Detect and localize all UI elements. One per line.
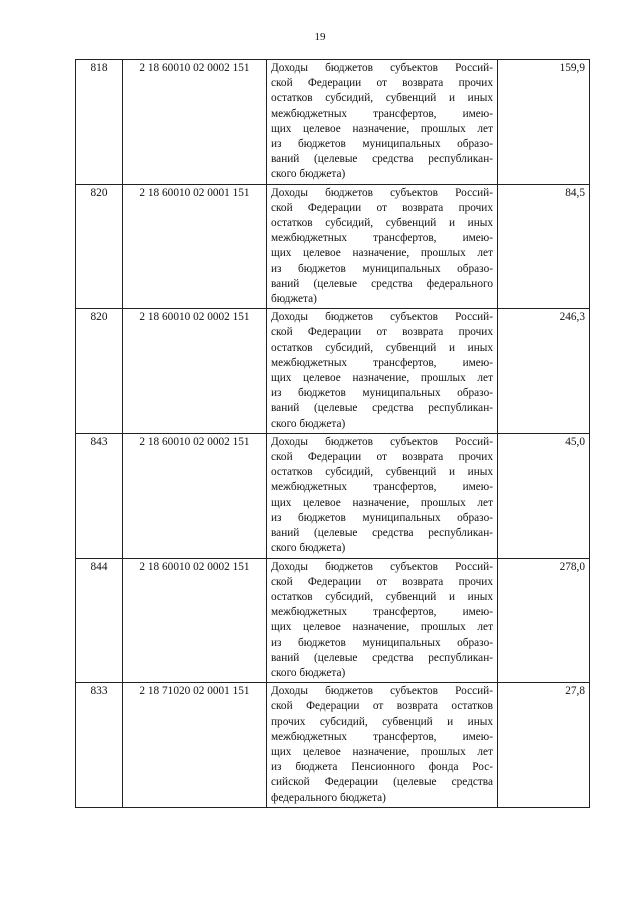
budget-table [75, 59, 590, 808]
description-line: остатков субсидий, субвенций и иных [271, 341, 493, 354]
amount-cell: 27,8 [498, 683, 590, 808]
description-line: щих целевое назначение, прошлых лет [271, 621, 493, 634]
description-line: щих целевое назначение, прошлых лет [271, 372, 493, 385]
description-line: ской Федерации от возврата прочих [271, 575, 493, 588]
description-line: ваний (целевые средства федерального [271, 277, 493, 290]
classification-code-cell: 2 18 71020 02 0001 151 [123, 683, 267, 808]
description-cell [267, 184, 498, 309]
budget-table-body [76, 60, 590, 808]
admin-code-cell: 844 [76, 558, 123, 683]
description-line: сийской Федерации (целевые средства [271, 776, 493, 789]
description-line: остатков субсидий, субвенций и иных [271, 590, 493, 603]
description-line: межбюджетных трансфертов, имею- [271, 232, 493, 245]
classification-code-cell: 2 18 60010 02 0002 151 [123, 309, 267, 434]
classification-code-cell: 2 18 60010 02 0002 151 [123, 60, 267, 185]
description-line: из бюджетов муниципальных образо- [271, 636, 493, 649]
description-line: из бюджетов муниципальных образо- [271, 262, 493, 275]
amount-cell: 45,0 [498, 433, 590, 558]
description-line: щих целевое назначение, прошлых лет [271, 247, 493, 260]
amount-cell: 278,0 [498, 558, 590, 683]
description-line: щих целевое назначение, прошлых лет [271, 745, 493, 758]
table-row [76, 558, 590, 683]
description-line: ваний (целевые средства республикан- [271, 651, 493, 664]
admin-code-cell: 818 [76, 60, 123, 185]
description-line: из бюджета Пенсионного фонда Рос- [271, 761, 493, 774]
description-line: федерального бюджета) [271, 791, 386, 804]
table-row [76, 309, 590, 434]
admin-code-cell: 843 [76, 433, 123, 558]
classification-code-cell: 2 18 60010 02 0001 151 [123, 184, 267, 309]
description-line: Доходы бюджетов субъектов Россий- [271, 311, 493, 324]
description-line: межбюджетных трансфертов, имею- [271, 481, 493, 494]
description-line: Доходы бюджетов субъектов Россий- [271, 685, 493, 698]
admin-code-cell: 820 [76, 184, 123, 309]
table-row [76, 184, 590, 309]
description-line: остатков субсидий, субвенций и иных [271, 466, 493, 479]
description-line: ского бюджета) [271, 417, 346, 430]
description-line: ского бюджета) [271, 666, 346, 679]
description-line: щих целевое назначение, прошлых лет [271, 496, 493, 509]
description-line: Доходы бюджетов субъектов Россий- [271, 186, 493, 199]
admin-code-cell: 820 [76, 309, 123, 434]
description-cell [267, 683, 498, 808]
admin-code-cell: 833 [76, 683, 123, 808]
description-line: ского бюджета) [271, 168, 346, 181]
description-line: Доходы бюджетов субъектов Россий- [271, 560, 493, 573]
description-cell [267, 558, 498, 683]
description-line: ской Федерации от возврата остатков [271, 700, 493, 713]
description-line: межбюджетных трансфертов, имею- [271, 356, 493, 369]
description-line: межбюджетных трансфертов, имею- [271, 107, 493, 120]
description-cell [267, 433, 498, 558]
description-line: остатков субсидий, субвенций и иных [271, 217, 493, 230]
table-row [76, 433, 590, 558]
table-row [76, 60, 590, 185]
description-line: бюджета) [271, 293, 317, 306]
description-line: из бюджетов муниципальных образо- [271, 387, 493, 400]
description-line: из бюджетов муниципальных образо- [271, 511, 493, 524]
description-line: ской Федерации от возврата прочих [271, 326, 493, 339]
description-line: ваний (целевые средства республикан- [271, 153, 493, 166]
page-number: 19 [314, 31, 326, 43]
description-line: ской Федерации от возврата прочих [271, 77, 493, 90]
description-line: ской Федерации от возврата прочих [271, 201, 493, 214]
description-cell [267, 60, 498, 185]
description-line: ской Федерации от возврата прочих [271, 451, 493, 464]
classification-code-cell: 2 18 60010 02 0002 151 [123, 558, 267, 683]
description-line: ского бюджета) [271, 542, 346, 555]
description-line: ваний (целевые средства республикан- [271, 402, 493, 415]
description-line: Доходы бюджетов субъектов Россий- [271, 435, 493, 448]
table-row [76, 683, 590, 808]
description-line: Доходы бюджетов субъектов Россий- [271, 62, 493, 74]
description-line: прочих субсидий, субвенций и иных [271, 715, 493, 728]
description-line: из бюджетов муниципальных образо- [271, 138, 493, 151]
description-line: межбюджетных трансфертов, имею- [271, 730, 493, 743]
description-line: щих целевое назначение, прошлых лет [271, 122, 493, 135]
description-line: ваний (целевые средства республикан- [271, 527, 493, 540]
amount-cell: 246,3 [498, 309, 590, 434]
amount-cell: 84,5 [498, 184, 590, 309]
description-cell [267, 309, 498, 434]
description-line: межбюджетных трансфертов, имею- [271, 606, 493, 619]
description-line: остатков субсидий, субвенций и иных [271, 92, 493, 105]
classification-code-cell: 2 18 60010 02 0002 151 [123, 433, 267, 558]
amount-cell: 159,9 [498, 60, 590, 185]
